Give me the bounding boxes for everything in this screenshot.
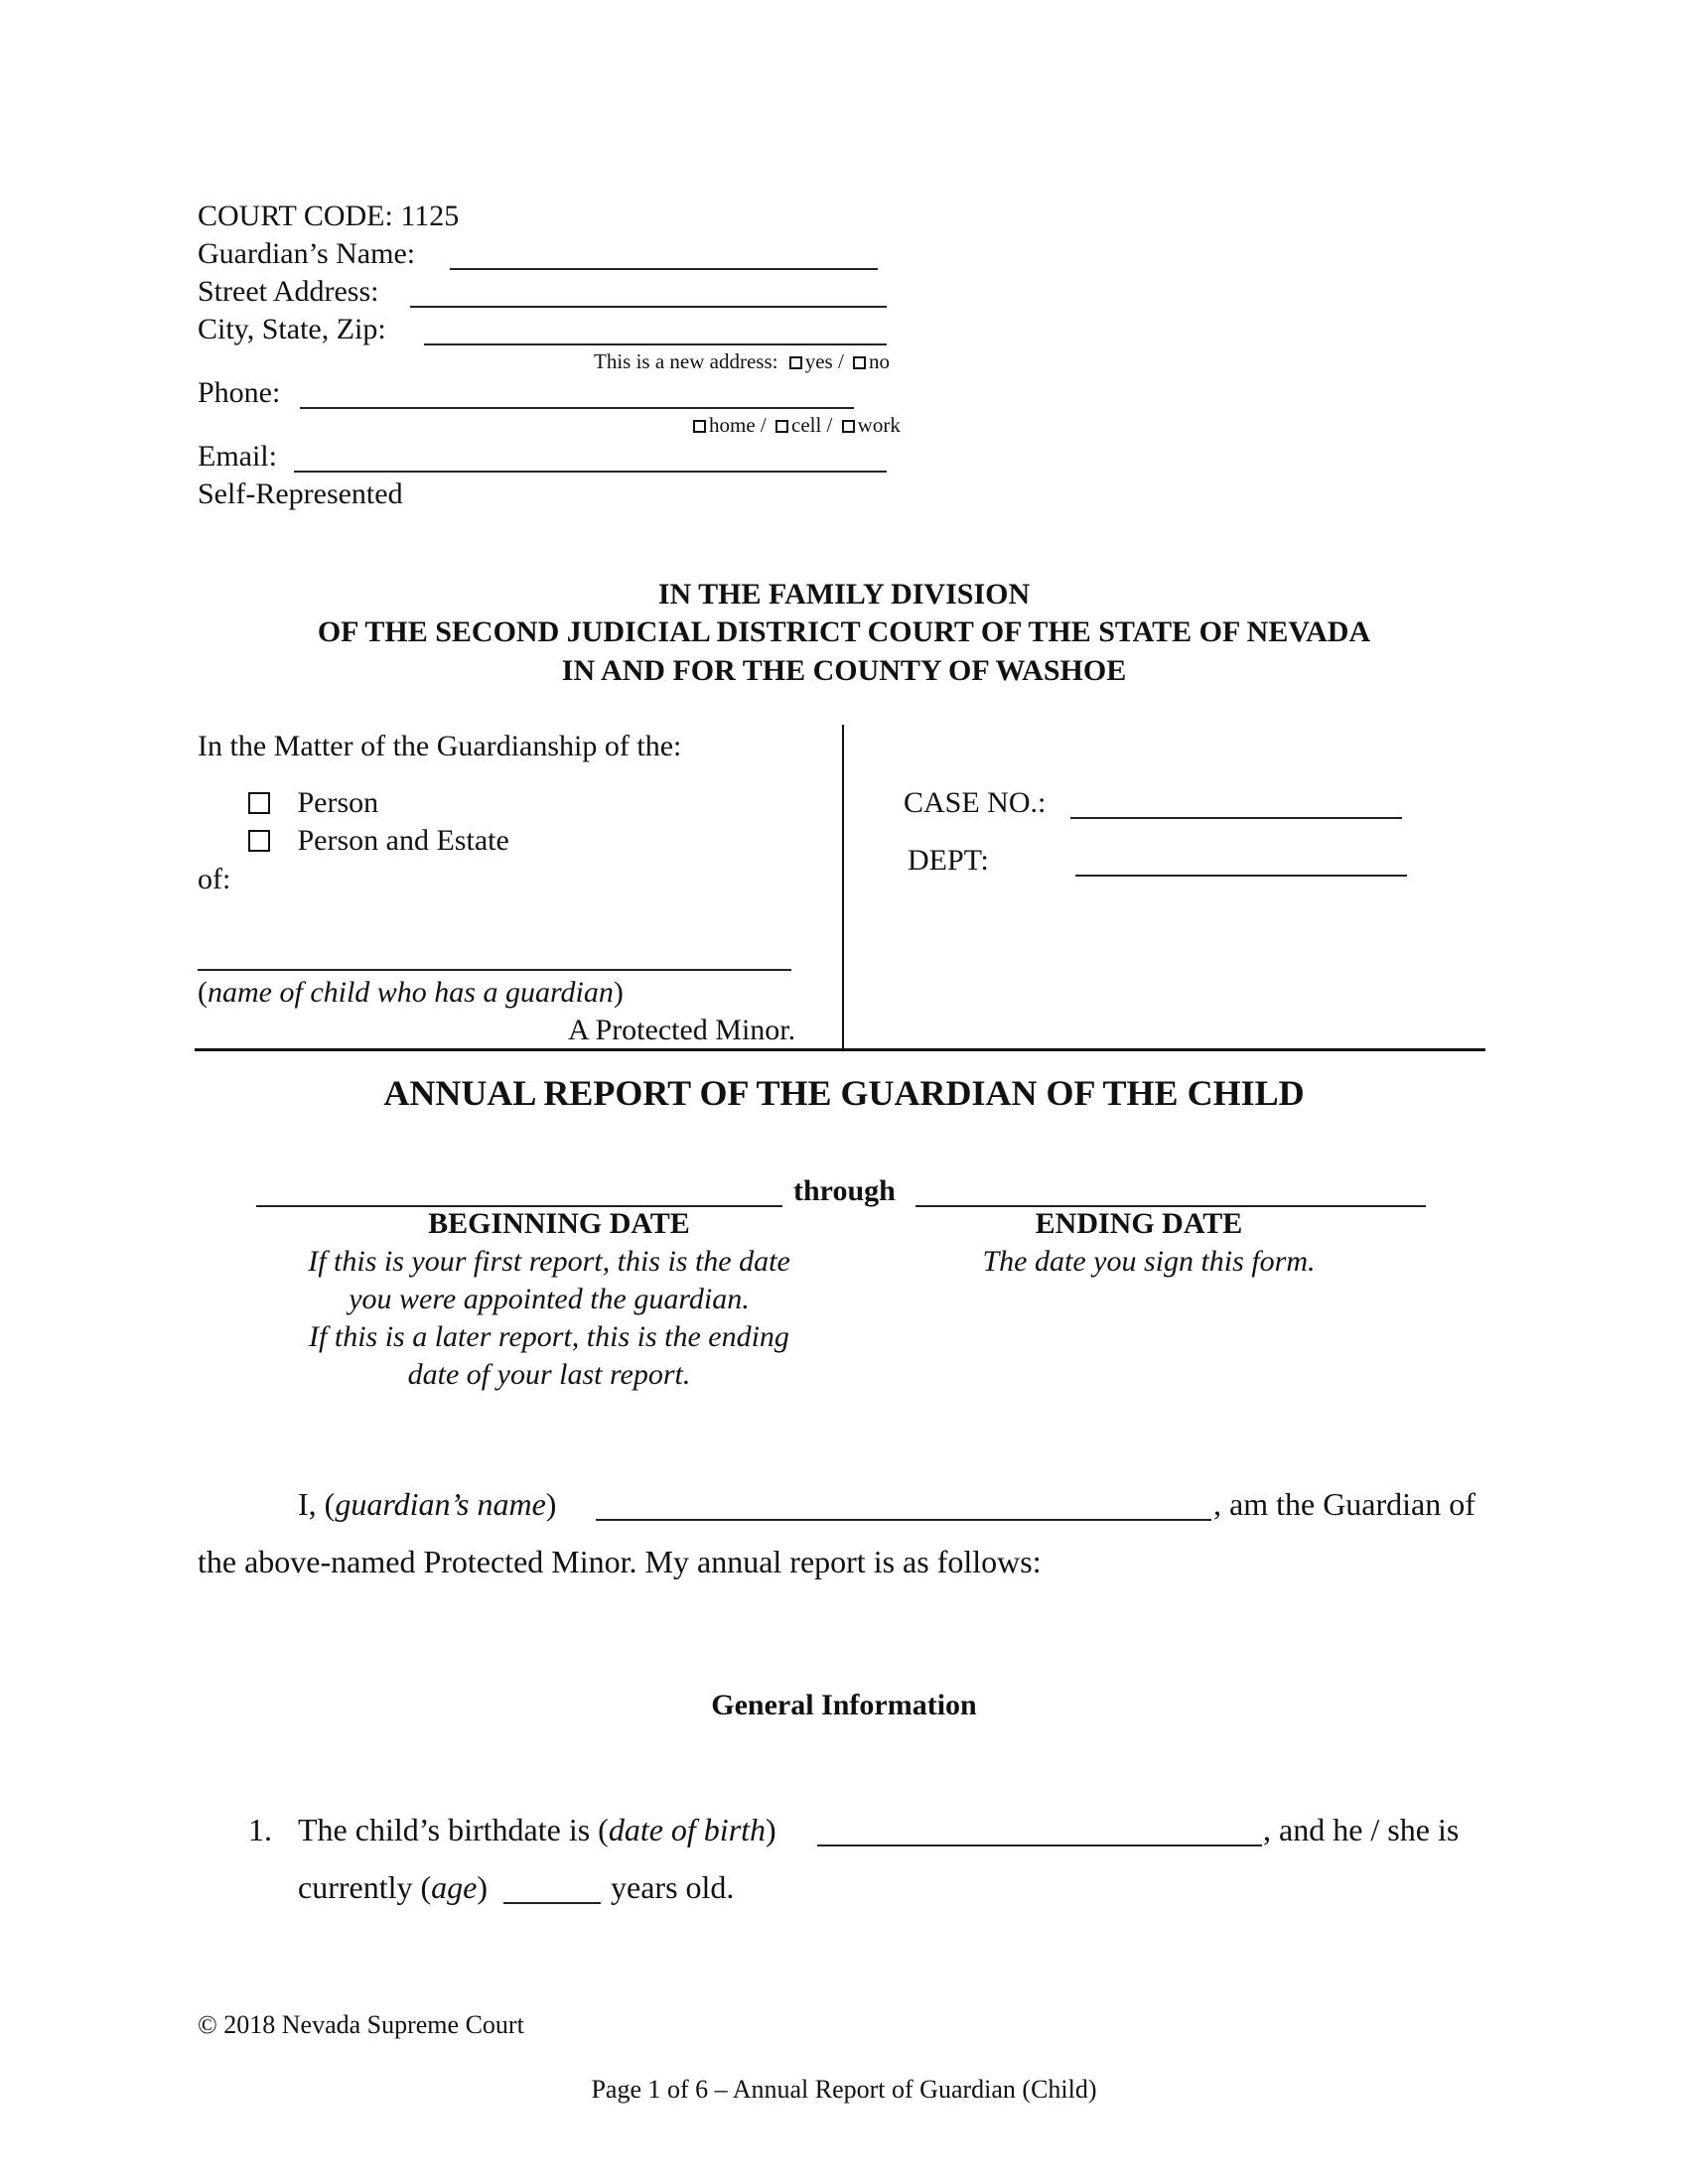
guardian-name-label: Guardian’s Name: — [198, 237, 416, 270]
general-info-heading: General Information — [711, 1689, 977, 1721]
phone-cell-label: cell / — [791, 413, 833, 437]
statement-line-2: the above-named Protected Minor. My annual report is as follows: — [198, 1544, 1042, 1579]
beginning-hint-3: If this is a later report, this is the ending — [309, 1320, 789, 1353]
new-address-label: This is a new address: — [594, 349, 778, 373]
item-1-line-1 — [298, 1814, 776, 1845]
statement-am-guardian: , am the Guardian of — [1213, 1486, 1476, 1522]
phone-type-row — [693, 415, 901, 436]
person-estate-checkbox[interactable] — [248, 830, 270, 852]
beginning-hint-2: you were appointed the guardian. — [349, 1283, 750, 1315]
item-1-text-e: years old. — [611, 1869, 735, 1905]
ending-date-label: ENDING DATE — [1035, 1207, 1243, 1240]
matter-text: In the Matter of the Guardianship of the: — [198, 730, 682, 762]
new-address-no-label: no — [869, 349, 891, 373]
city-state-zip-label: City, State, Zip: — [198, 313, 386, 345]
option-person-estate-row — [248, 826, 509, 856]
dob-field[interactable] — [817, 1844, 1262, 1846]
email-label: Email: — [198, 440, 277, 473]
item-1-line-2 — [298, 1871, 488, 1903]
case-no-field[interactable] — [1070, 817, 1402, 819]
court-code: COURT CODE: 1125 — [198, 200, 460, 232]
age-field[interactable] — [503, 1902, 601, 1904]
child-name-hint: name of child who has a guardian — [208, 976, 614, 1009]
item-1-close-paren: ) — [766, 1812, 776, 1847]
phone-work-label: work — [857, 413, 901, 437]
age-hint: age — [431, 1869, 478, 1905]
option-person-row — [248, 788, 378, 818]
child-name-hint-row: (name of child who has a guardian) — [198, 976, 624, 1009]
beginning-hint-4: date of your last report. — [407, 1358, 691, 1391]
document-title: ANNUAL REPORT OF THE GUARDIAN OF THE CHILD — [383, 1073, 1305, 1113]
beginning-hint-1: If this is your first report, this is the date — [308, 1245, 790, 1278]
statement-close-paren: ) — [545, 1486, 557, 1522]
statement-prefix: I, ( — [298, 1486, 336, 1522]
dept-label: DEPT: — [908, 844, 989, 877]
phone-work-checkbox[interactable] — [842, 420, 855, 433]
phone-home-checkbox[interactable] — [693, 420, 706, 433]
guardian-name-field[interactable] — [450, 268, 878, 270]
new-address-row — [594, 351, 890, 372]
of-label: of: — [198, 863, 231, 895]
item-1-text-c: currently ( — [298, 1869, 432, 1905]
item-1-text-d: ) — [477, 1869, 489, 1905]
beginning-date-label: BEGINNING DATE — [428, 1207, 690, 1240]
option-person-estate-label: Person and Estate — [297, 824, 509, 857]
footer-copyright: © 2018 Nevada Supreme Court — [198, 2010, 524, 2039]
dept-field[interactable] — [1075, 875, 1407, 877]
phone-field[interactable] — [300, 407, 854, 409]
option-person-label: Person — [297, 786, 379, 819]
item-1-text-a: The child’s birthdate is ( — [298, 1812, 609, 1847]
phone-label: Phone: — [198, 376, 281, 409]
new-address-no-checkbox[interactable] — [853, 356, 866, 369]
street-address-field[interactable] — [410, 306, 887, 308]
phone-home-label: home / — [709, 413, 767, 437]
through-label: through — [793, 1174, 896, 1207]
footer-page: Page 1 of 6 – Annual Report of Guardian (Child) — [591, 2075, 1097, 2104]
caption-divider — [842, 725, 844, 1050]
court-line-3: IN AND FOR THE COUNTY OF WASHOE — [561, 654, 1127, 687]
court-line-2: OF THE SECOND JUDICIAL DISTRICT COURT OF THE STATE OF NEVADA — [317, 615, 1371, 648]
item-1-number: 1. — [248, 1812, 272, 1847]
item-1-text-b: , and he / she is — [1263, 1812, 1460, 1847]
person-checkbox[interactable] — [248, 792, 270, 814]
statement-guardian-name-field[interactable] — [596, 1519, 1211, 1521]
ending-date-hint: The date you sign this form. — [982, 1245, 1316, 1278]
email-field[interactable] — [294, 471, 887, 473]
dob-hint: date of birth — [608, 1812, 767, 1847]
caption-bottom-rule — [195, 1048, 1485, 1051]
new-address-yes-checkbox[interactable] — [789, 356, 802, 369]
statement-line-1 — [298, 1488, 556, 1520]
phone-cell-checkbox[interactable] — [775, 420, 788, 433]
protected-minor-label: A Protected Minor. — [568, 1014, 796, 1046]
city-state-zip-field[interactable] — [424, 343, 887, 345]
guardian-name-hint: guardian’s name — [335, 1486, 546, 1522]
street-address-label: Street Address: — [198, 275, 379, 308]
new-address-yes-label: yes / — [804, 349, 844, 373]
case-no-label: CASE NO.: — [904, 786, 1047, 819]
self-represented: Self-Represented — [198, 478, 403, 510]
court-line-1: IN THE FAMILY DIVISION — [657, 578, 1031, 611]
child-name-field[interactable] — [198, 969, 791, 971]
